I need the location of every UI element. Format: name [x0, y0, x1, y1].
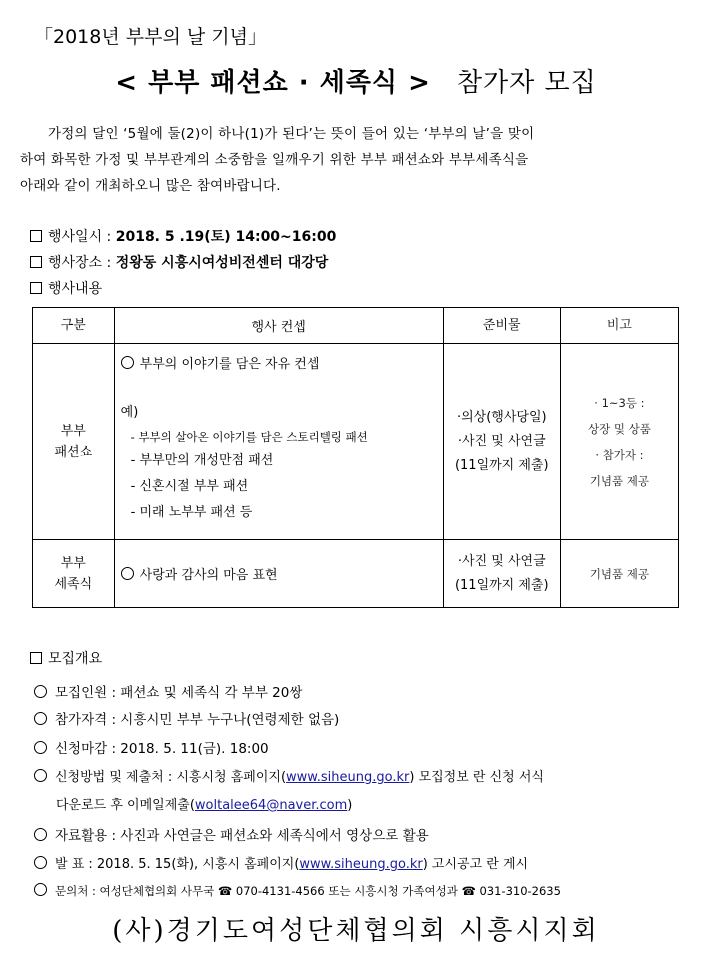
- circle-bullet-icon: [34, 883, 47, 896]
- homepage-link[interactable]: www.siheung.go.kr: [286, 770, 410, 785]
- event-content-label: 행사내용: [48, 281, 103, 297]
- note-line: 기념품 제공: [589, 473, 650, 488]
- contact-text: 문의처 : 여성단체협의회 사무국 ☎ 070-4131-4566 또는 시흥시청 가족여성과 ☎ 031-310-2635: [55, 884, 561, 898]
- circle-bullet-icon: [121, 567, 134, 580]
- circle-bullet-icon: [34, 741, 47, 754]
- concept-cell: [114, 540, 443, 608]
- recruit-heading: [30, 648, 102, 668]
- recruit-item: [34, 681, 302, 701]
- event-place-row: [30, 252, 328, 272]
- recruit-text: ) 모집정보 란 신청 서식: [409, 770, 544, 785]
- checkbox-square-icon: [30, 652, 42, 664]
- note-line: 상장 및 상품: [587, 421, 651, 436]
- recruit-text: 다운로드 후 이메일제출(: [56, 798, 195, 813]
- table-header-row: [33, 308, 679, 344]
- event-content-row: [30, 278, 102, 298]
- intro-line-1: 가정의 달인 ‘5월에 둘(2)이 하나(1)가 된다’는 뜻이 들어 있는 ‘부부의 날’을 맞이: [48, 126, 535, 142]
- prep-line: (11일까지 제출): [454, 577, 549, 593]
- col-header-prep: 준비물: [443, 308, 560, 344]
- recruit-text: 신청방법 및 제출처 : 시흥시청 홈페이지(: [55, 770, 287, 785]
- recruit-text: 모집인원 : 패션쇼 및 세족식 각 부부 20쌍: [55, 685, 303, 701]
- event-subtitle: 「2018년 부부의 날 기념」: [34, 26, 267, 48]
- recruit-item: [34, 853, 528, 872]
- circle-bullet-icon: [34, 856, 47, 869]
- note-cell: 기념품 제공: [560, 540, 678, 608]
- event-place-label: 행사장소 :: [48, 255, 112, 271]
- event-place-value: 정왕동 시흥시여성비전센터 대강당: [115, 255, 329, 271]
- circle-bullet-icon: [34, 828, 47, 841]
- checkbox-square-icon: [30, 230, 42, 242]
- recruit-item: [34, 824, 429, 844]
- recruit-item: [34, 737, 269, 757]
- checkbox-square-icon: [30, 256, 42, 268]
- recruit-text: ): [347, 798, 353, 813]
- recruit-item: [34, 883, 561, 899]
- recruit-text: 신청마감 : 2018. 5. 11(금). 18:00: [55, 741, 269, 757]
- title-event-name: < 부부 패션쇼 · 세족식 >: [115, 68, 431, 98]
- example-item: - 미래 노부부 패션 등: [130, 505, 253, 520]
- prep-line: ·사진 및 사연글: [457, 553, 546, 569]
- intro-line-2: 하여 화목한 가정 및 부부관계의 소중함을 일깨우기 위한 부부 패션쇼와 부부세족식을: [20, 152, 529, 168]
- organization-name: (사)경기도여성단체협의회 시흥시지회: [112, 916, 600, 946]
- page-title: [0, 62, 712, 99]
- concept-main: [121, 352, 443, 378]
- col-header-category: 구분: [33, 308, 115, 344]
- recruit-text: 자료활용 : 사진과 사연글은 패션쇼와 세족식에서 영상으로 활용: [55, 828, 429, 844]
- concept-text: 사랑과 감사의 마음 표현: [139, 568, 278, 583]
- category-cell: [33, 540, 115, 608]
- circle-bullet-icon: [34, 712, 47, 725]
- col-header-concept: 행사 컨셉: [114, 308, 443, 344]
- col-header-note: 비고: [560, 308, 678, 344]
- event-date-value: 2018. 5 .19(토) 14:00~16:00: [115, 229, 337, 245]
- event-table: [32, 307, 679, 608]
- checkbox-square-icon: [30, 282, 42, 294]
- recruit-text: 참가자격 : 시흥시민 부부 누구나(연령제한 없음): [55, 712, 340, 728]
- prep-line: (11일까지 제출): [454, 457, 549, 473]
- email-link[interactable]: woltalee64@naver.com: [194, 798, 348, 813]
- example-item: - 신혼시절 부부 패션: [130, 479, 249, 494]
- category-line: 패션쇼: [54, 444, 93, 460]
- example-item: - 부부의 살아온 이야기를 담은 스토리텔링 패션: [130, 430, 368, 444]
- recruit-item-continued: [56, 794, 352, 813]
- concept-cell: [114, 344, 443, 540]
- example-label: 예): [120, 405, 139, 420]
- category-line: 세족식: [54, 576, 93, 592]
- event-date-label: 행사일시 :: [48, 229, 112, 245]
- prep-cell: [443, 540, 560, 608]
- recruit-text: ) 고시공고 란 게시: [422, 857, 529, 872]
- recruit-item: [34, 766, 544, 785]
- circle-bullet-icon: [34, 685, 47, 698]
- prep-line: ·의상(행사당일): [456, 409, 547, 425]
- table-row: [33, 344, 679, 540]
- recruit-text: 발 표 : 2018. 5. 15(화), 시흥시 홈페이지(: [55, 857, 300, 872]
- category-line: 부부: [60, 555, 86, 571]
- title-recruit: 참가자 모집: [456, 68, 597, 98]
- recruit-item: [34, 708, 339, 728]
- prep-line: ·사진 및 사연글: [457, 433, 546, 449]
- concept-text: 부부의 이야기를 담은 자유 컨셉: [139, 357, 320, 372]
- category-cell: [33, 344, 115, 540]
- prep-cell: [443, 344, 560, 540]
- circle-bullet-icon: [121, 356, 134, 369]
- event-date-row: [30, 226, 336, 246]
- note-line: · 1~3등 :: [594, 395, 645, 410]
- note-cell: [560, 344, 678, 540]
- circle-bullet-icon: [34, 769, 47, 782]
- homepage-link[interactable]: www.siheung.go.kr: [299, 857, 423, 872]
- category-line: 부부: [60, 423, 86, 439]
- intro-line-3: 아래와 같이 개최하오니 많은 참여바랍니다.: [20, 178, 281, 194]
- note-line: · 참가자 :: [595, 447, 644, 462]
- example-item: - 부부만의 개성만점 패션: [130, 453, 274, 468]
- table-row: [33, 540, 679, 608]
- recruit-heading-text: 모집개요: [48, 651, 103, 667]
